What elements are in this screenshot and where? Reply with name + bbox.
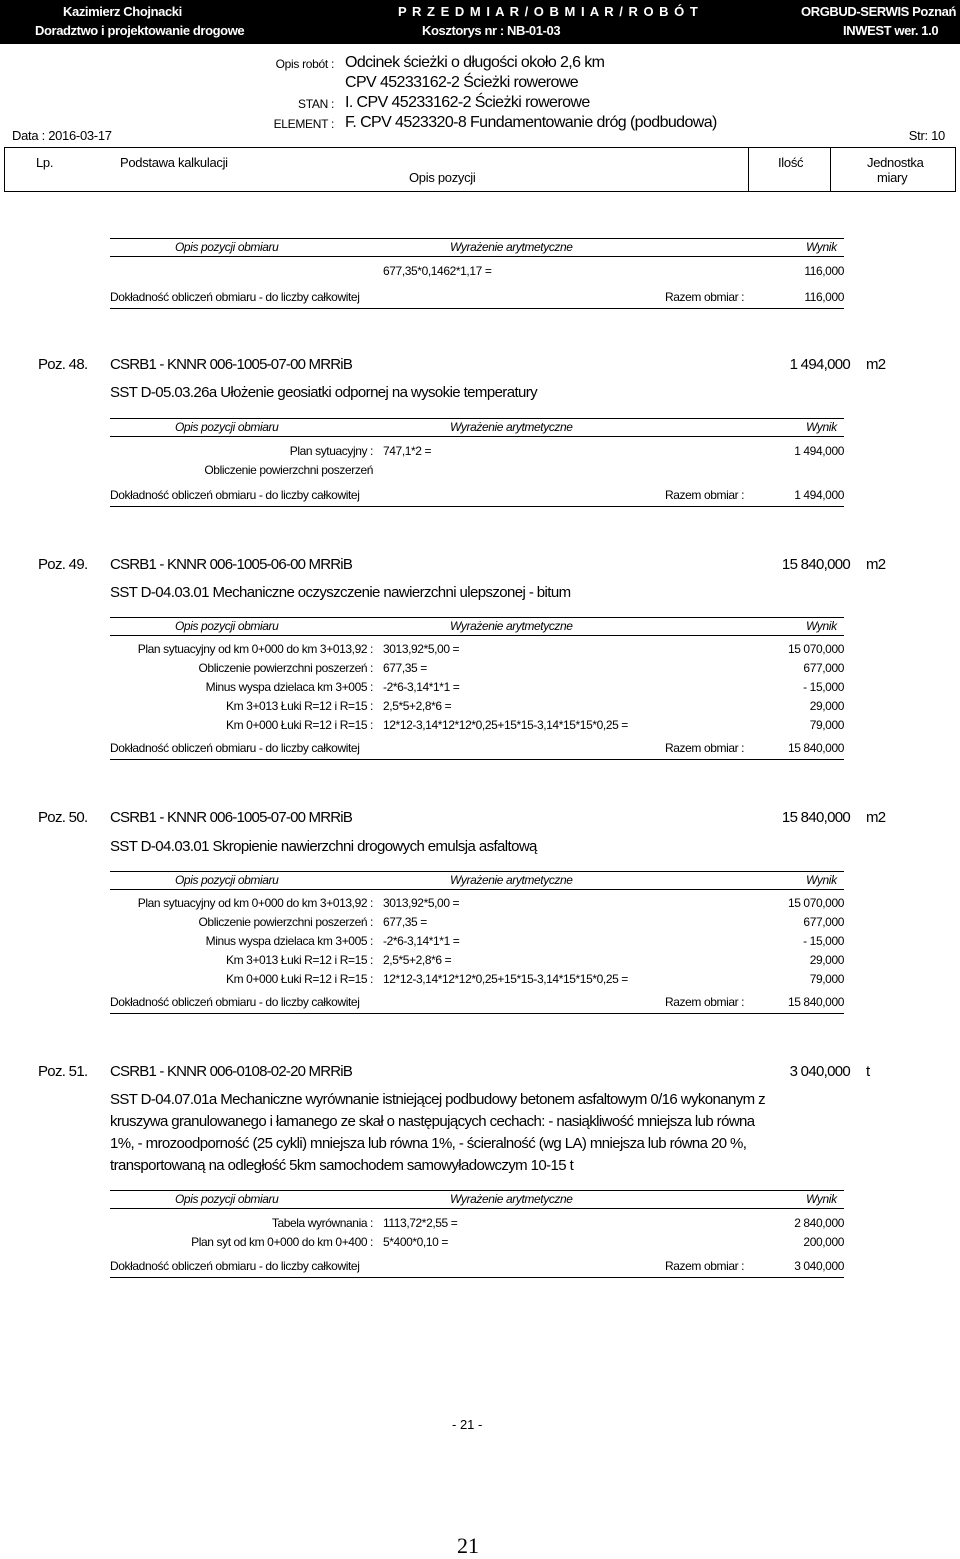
carry-measure-header-wynik: Wynik	[806, 240, 837, 254]
poz-50-row-expression: 3013,92*5,00 =	[383, 896, 460, 910]
poz-50-unit: m2	[866, 809, 886, 826]
poz-48-total-value: 1 494,000	[794, 488, 844, 502]
poz-49-row-result: 677,000	[803, 661, 844, 675]
poz-49-row-result: 15 070,000	[787, 642, 844, 656]
poz-50-basis: CSRB1 - KNNR 006-1005-07-00 MRRiB	[110, 809, 353, 826]
poz-49-row-expression: -2*6-3,14*1*1 =	[383, 680, 460, 694]
poz-51-total-label: Razem obmiar :	[665, 1259, 745, 1273]
poz-48-row-label: Plan sytuacyjny :	[289, 444, 373, 458]
poz-48-total-rule	[110, 506, 844, 507]
col-miary: miary	[877, 170, 908, 185]
col-jednostka: Jednostka	[867, 155, 924, 170]
poz-50-row-label: Minus wyspa dzielaca km 3+005 :	[205, 934, 373, 948]
poz-49-total-value: 15 840,000	[787, 741, 844, 755]
poz-49-row-label: Km 3+013 Łuki R=12 i R=15 :	[226, 699, 373, 713]
document-title: P R Z E D M I A R / O B M I A R / R O B Ó T	[398, 4, 699, 19]
poz-50-row-label: Km 0+000 Łuki R=12 i R=15 :	[226, 972, 373, 986]
poz-48-measure-header-wyrazenie: Wyrażenie arytmetyczne	[450, 420, 573, 434]
carry-row-result: 116,000	[804, 264, 844, 278]
poz-51-quantity: 3 040,000	[789, 1063, 850, 1080]
poz-49-row-expression: 3013,92*5,00 =	[383, 642, 460, 656]
poz-49-row-label: Plan sytuacyjny od km 0+000 do km 3+013,92 :	[137, 642, 373, 656]
carry-precision-note: Dokładność obliczeń obmiaru - do liczby całkowitej	[110, 290, 360, 304]
poz-49-basis: CSRB1 - KNNR 006-1005-06-00 MRRiB	[110, 556, 353, 573]
poz-48-row-expression: 747,1*2 =	[383, 444, 432, 458]
poz-50-measure-header-opis: Opis pozycji obmiaru	[175, 873, 279, 887]
poz-49-measure-header-opis: Opis pozycji obmiaru	[175, 619, 279, 633]
element-label: ELEMENT :	[273, 117, 334, 131]
col-ilosc: Ilość	[778, 155, 804, 170]
poz-51-unit: t	[866, 1063, 870, 1080]
kosztorys-number: Kosztorys nr : NB-01-03	[422, 23, 561, 38]
poz-51-total-rule	[110, 1277, 844, 1278]
poz-51-row-label: Plan syt od km 0+000 do km 0+400 :	[191, 1235, 373, 1249]
opis-robot-label: Opis robót :	[275, 57, 334, 71]
poz-50-row-label: Obliczenie powierzchni poszerzeń :	[198, 915, 373, 929]
poz-49-row-label: Obliczenie powierzchni poszerzeń :	[198, 661, 373, 675]
poz-49-row-label: Km 0+000 Łuki R=12 i R=15 :	[226, 718, 373, 732]
poz-48-measure-header-wynik: Wynik	[806, 420, 837, 434]
poz-50-row-label: Km 3+013 Łuki R=12 i R=15 :	[226, 953, 373, 967]
poz-51-row-expression: 1113,72*2,55 =	[383, 1216, 458, 1230]
poz-51-basis: CSRB1 - KNNR 006-0108-02-20 MRRiB	[110, 1063, 353, 1080]
poz-49-total-label: Razem obmiar :	[665, 741, 745, 755]
poz-48-unit: m2	[866, 356, 886, 373]
carry-total-rule	[110, 308, 844, 309]
poz-50-measure-header-wyrazenie: Wyrażenie arytmetyczne	[450, 873, 573, 887]
poz-50-row-result: - 15,000	[803, 934, 844, 948]
poz-51-measure-header-wyrazenie: Wyrażenie arytmetyczne	[450, 1192, 573, 1206]
poz-50-row-label: Plan sytuacyjny od km 0+000 do km 3+013,92 :	[137, 896, 373, 910]
poz-50-description: SST D-04.03.01 Skropienie nawierzchni drogowych emulsja asfaltową	[110, 838, 537, 855]
poz-51-measure-header-opis: Opis pozycji obmiaru	[175, 1192, 279, 1206]
poz-50-total-value: 15 840,000	[787, 995, 844, 1009]
poz-50-number: Poz. 50.	[38, 809, 88, 826]
poz-51-number: Poz. 51.	[38, 1063, 88, 1080]
poz-49-measure-header-wyrazenie: Wyrażenie arytmetyczne	[450, 619, 573, 633]
poz-50-measure-header-wynik: Wynik	[806, 873, 837, 887]
poz-48-number: Poz. 48.	[38, 356, 88, 373]
poz-50-row-expression: 12*12-3,14*12*12*0,25+15*15-3,14*15*15*0,25 =	[383, 972, 628, 986]
poz-48-measure-header-opis: Opis pozycji obmiaru	[175, 420, 279, 434]
carry-measure-header-wyrazenie: Wyrażenie arytmetyczne	[450, 240, 573, 254]
poz-51-row-result: 200,000	[803, 1235, 844, 1249]
carry-measure-header-opis: Opis pozycji obmiaru	[175, 240, 279, 254]
poz-48-basis: CSRB1 - KNNR 006-1005-07-00 MRRiB	[110, 356, 353, 373]
poz-51-row-expression: 5*400*0,10 =	[383, 1235, 448, 1249]
poz-49-row-expression: 677,35 =	[383, 661, 427, 675]
page-footer-inner: - 21 -	[452, 1417, 483, 1432]
stan-value: I. CPV 45233162-2 Ścieżki rowerowe	[345, 94, 590, 111]
carry-total-label: Razem obmiar :	[665, 290, 745, 304]
poz-51-row-result: 2 840,000	[794, 1216, 844, 1230]
company-name: ORGBUD-SERWIS Poznań	[801, 4, 956, 19]
poz-50-precision-note: Dokładność obliczeń obmiaru - do liczby całkowitej	[110, 995, 360, 1009]
poz-48-quantity: 1 494,000	[789, 356, 850, 373]
document-date: Data : 2016-03-17	[12, 128, 112, 143]
poz-48-description: SST D-05.03.26a Ułożenie geosiatki odpornej na wysokie temperatury	[110, 384, 538, 401]
poz-48-row-result: 1 494,000	[794, 444, 844, 458]
stan-label: STAN :	[298, 97, 334, 111]
page-number: Str: 10	[908, 128, 945, 143]
poz-48-total-label: Razem obmiar :	[665, 488, 745, 502]
element-value: F. CPV 4523320-8 Fundamentowanie dróg (podbudowa)	[345, 114, 717, 131]
poz-50-row-result: 15 070,000	[787, 896, 844, 910]
poz-49-measure-header-wynik: Wynik	[806, 619, 837, 633]
poz-49-row-expression: 2,5*5+2,8*6 =	[383, 699, 452, 713]
poz-50-quantity: 15 840,000	[781, 809, 850, 826]
poz-49-quantity: 15 840,000	[781, 556, 850, 573]
opis-robot-line2: CPV 45233162-2 Ścieżki rowerowe	[345, 74, 579, 91]
poz-49-number: Poz. 49.	[38, 556, 88, 573]
poz-50-row-result: 29,000	[809, 953, 844, 967]
poz-50-row-result: 677,000	[803, 915, 844, 929]
poz-49-row-result: 29,000	[809, 699, 844, 713]
poz-49-description: SST D-04.03.01 Mechaniczne oczyszczenie nawierzchni ulepszonej - bitum	[110, 584, 571, 601]
page-footer-outer: 21	[457, 1533, 479, 1558]
poz-49-unit: m2	[866, 556, 886, 573]
author-subtitle: Doradztwo i projektowanie drogowe	[35, 23, 245, 38]
poz-49-row-expression: 12*12-3,14*12*12*0,25+15*15-3,14*15*15*0,25 =	[383, 718, 628, 732]
carry-total-value: 116,000	[804, 290, 844, 304]
poz-50-row-expression: 2,5*5+2,8*6 =	[383, 953, 452, 967]
poz-48-precision-note: Dokładność obliczeń obmiaru - do liczby całkowitej	[110, 488, 360, 502]
poz-50-row-expression: -2*6-3,14*1*1 =	[383, 934, 460, 948]
poz-50-total-label: Razem obmiar :	[665, 995, 745, 1009]
poz-51-total-value: 3 040,000	[794, 1259, 844, 1273]
poz-50-total-rule	[110, 1013, 844, 1014]
col-lp: Lp.	[36, 155, 54, 170]
poz-49-precision-note: Dokładność obliczeń obmiaru - do liczby całkowitej	[110, 741, 360, 755]
poz-50-row-expression: 677,35 =	[383, 915, 427, 929]
poz-51-measure-header-wynik: Wynik	[806, 1192, 837, 1206]
poz-51-precision-note: Dokładność obliczeń obmiaru - do liczby całkowitej	[110, 1259, 360, 1273]
carry-row-expression: 677,35*0,1462*1,17 =	[383, 264, 492, 278]
poz-51-description: SST D-04.07.01a Mechaniczne wyrównanie istniejącej podbudowy betonem asfaltowym 0/16 wykonanym z kruszywa granulowanego i łamanego ze skał o następujących cechach: - nasiąkliwość mniejsza lub równa 1%, - mrozoodporność (25 cykli) mniejsza lub równa 1%, - ścieralność (wg LA) mniejsza lub równa 20 %, transportowaną na odległość 5km samochodem samowyładowczym 10-15 t	[110, 1091, 766, 1174]
author-name: Kazimierz Chojnacki	[63, 4, 182, 19]
software-version: INWEST wer. 1.0	[843, 23, 939, 38]
col-podstawa: Podstawa kalkulacji	[120, 155, 228, 170]
poz-49-row-label: Minus wyspa dzielaca km 3+005 :	[205, 680, 373, 694]
poz-49-total-rule	[110, 759, 844, 760]
poz-48-row-label: Obliczenie powierzchni poszerzeń	[204, 463, 373, 477]
poz-50-row-result: 79,000	[809, 972, 844, 986]
poz-49-row-result: - 15,000	[803, 680, 844, 694]
document-header	[0, 0, 960, 44]
poz-49-row-result: 79,000	[809, 718, 844, 732]
opis-robot-line1: Odcinek ścieżki o długości około 2,6 km	[345, 54, 605, 71]
col-opis: Opis pozycji	[409, 170, 476, 185]
poz-51-row-label: Tabela wyrównania :	[271, 1216, 373, 1230]
